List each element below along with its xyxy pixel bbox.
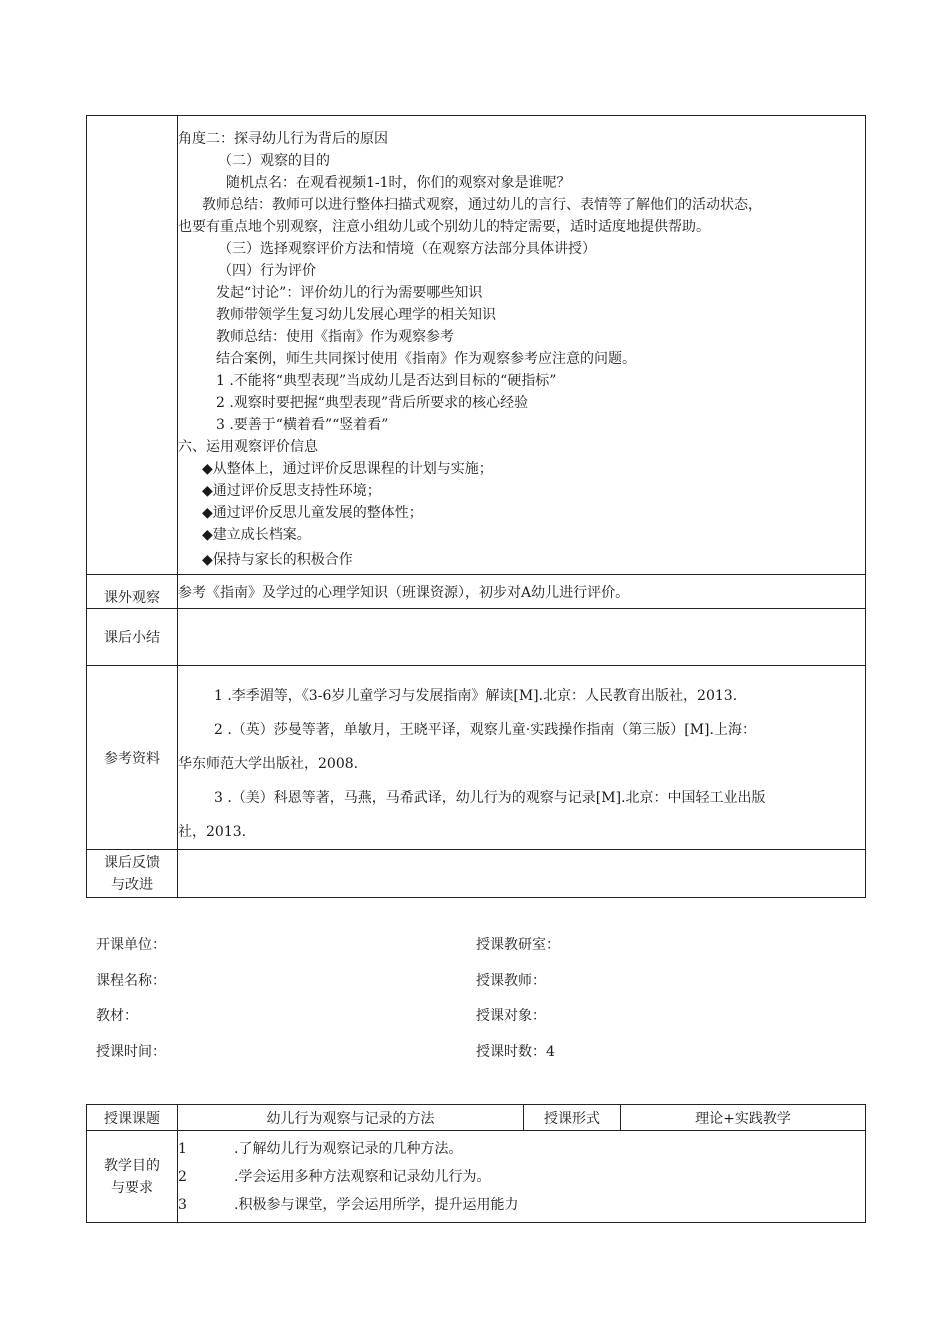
reference-item-cont: 华东师范大学出版社，2008.	[178, 756, 359, 772]
main-content-cell	[178, 116, 866, 575]
feedback-cell	[178, 850, 866, 898]
topic-value: 幼儿行为观察与记录的方法	[178, 1105, 524, 1131]
form-label: 授课形式	[524, 1105, 621, 1131]
goal-item	[178, 1135, 865, 1163]
content-line: ◆通过评价反思支持性环境；	[202, 483, 381, 499]
reference-item: 1 .李季湄等，《3-6岁儿童学习与发展指南》解读[M].北京：人民教育出版社，2013.	[214, 688, 738, 704]
summary-label: 课后小结	[87, 609, 178, 666]
content-line: （二）观察的目的	[218, 153, 330, 169]
goal-num: 3	[178, 1197, 187, 1213]
summary-cell	[178, 609, 866, 666]
course-unit-field: 开课单位：	[96, 937, 166, 953]
goal-num: 1	[178, 1141, 187, 1157]
goals-label-line: 教学目的	[104, 1157, 160, 1174]
goals-label	[87, 1131, 178, 1223]
hours-field: 授课时数：4	[476, 1044, 555, 1060]
lesson-plan-table	[86, 115, 866, 898]
topic-table	[86, 1104, 866, 1223]
content-line: 教师总结：教师可以进行整体扫描式观察，通过幼儿的言行、表情等了解他们的活动状态，	[202, 197, 762, 213]
content-line: 六、运用观察评价信息	[178, 439, 318, 455]
content-line: ◆从整体上，通过评价反思课程的计划与实施；	[202, 461, 493, 477]
content-line: 结合案例，师生共同探讨使用《指南》作为观察参考应注意的问题。	[216, 351, 636, 367]
content-line: 也要有重点地个别观察，注意小组幼儿或个别幼儿的特定需要，适时适度地提供帮助。	[178, 219, 710, 235]
empty-label-cell	[87, 116, 178, 575]
textbook-field: 教材：	[96, 1008, 138, 1024]
teacher-field: 授课教师：	[476, 973, 546, 989]
goal-text: .了解幼儿行为观察记录的几种方法。	[234, 1141, 463, 1157]
content-line: （四）行为评价	[218, 263, 316, 279]
content-line: 1 .不能将“典型表现”当成幼儿是否达到目标的“硬指标”	[216, 373, 557, 389]
topic-label: 授课课题	[87, 1105, 178, 1131]
content-line: ◆建立成长档案。	[202, 527, 311, 543]
goal-text: .学会运用多种方法观察和记录幼儿行为。	[234, 1169, 491, 1185]
goals-label-line: 与要求	[111, 1179, 153, 1196]
content-line: 角度二：探寻幼儿行为背后的原因	[178, 131, 388, 147]
content-line: 教师带领学生复习幼儿发展心理学的相关知识	[216, 307, 496, 323]
reference-item-cont: 社，2013.	[178, 824, 247, 840]
content-line: 发起“讨论”：评价幼儿的行为需要哪些知识	[216, 285, 483, 301]
goal-num: 2	[178, 1169, 187, 1185]
content-line: 3 .要善于“横着看”“竖着看”	[216, 417, 389, 433]
content-line: ◆保持与家长的积极合作	[202, 552, 353, 568]
course-name-field: 课程名称：	[96, 973, 166, 989]
content-line: （三）选择观察评价方法和情境（在观察方法部分具体讲授）	[218, 241, 596, 257]
references-label: 参考资料	[87, 666, 178, 850]
outside-obs-text: 参考《指南》及学过的心理学知识（班课资源），初步对A幼儿进行评价。	[178, 575, 866, 609]
content-line: 2 .观察时要把握“典型表现”背后所要求的核心经验	[216, 395, 529, 411]
form-value: 理论+实践教学	[621, 1105, 866, 1131]
content-line: 教师总结：使用《指南》作为观察参考	[216, 329, 454, 345]
goal-text: .积极参与课堂，学会运用所学，提升运用能力	[234, 1197, 519, 1213]
time-field: 授课时间：	[96, 1044, 166, 1060]
outside-obs-label: 课外观察	[87, 575, 178, 609]
feedback-label	[87, 850, 178, 898]
content-line: 随机点名：在观看视频1-1时，你们的观察对象是谁呢？	[226, 175, 571, 191]
references-cell	[178, 666, 866, 850]
target-field: 授课对象：	[476, 1008, 546, 1024]
goal-item	[178, 1191, 865, 1219]
reference-item: 3 .（美）科恩等著，马燕，马希武译，幼儿行为的观察与记录[M].北京：中国轻工业出版	[214, 790, 766, 806]
feedback-label-line: 课后反馈	[104, 854, 160, 871]
teaching-office-field: 授课教研室：	[476, 937, 560, 953]
goal-item	[178, 1163, 865, 1191]
reference-item: 2 .（英）莎曼等著，单敏月，王晓平译，观察儿童·实践操作指南（第三版）[M].上海：	[214, 722, 756, 738]
goals-cell	[178, 1131, 866, 1223]
feedback-label-line: 与改进	[111, 876, 153, 893]
content-line: ◆通过评价反思儿童发展的整体性；	[202, 505, 423, 521]
